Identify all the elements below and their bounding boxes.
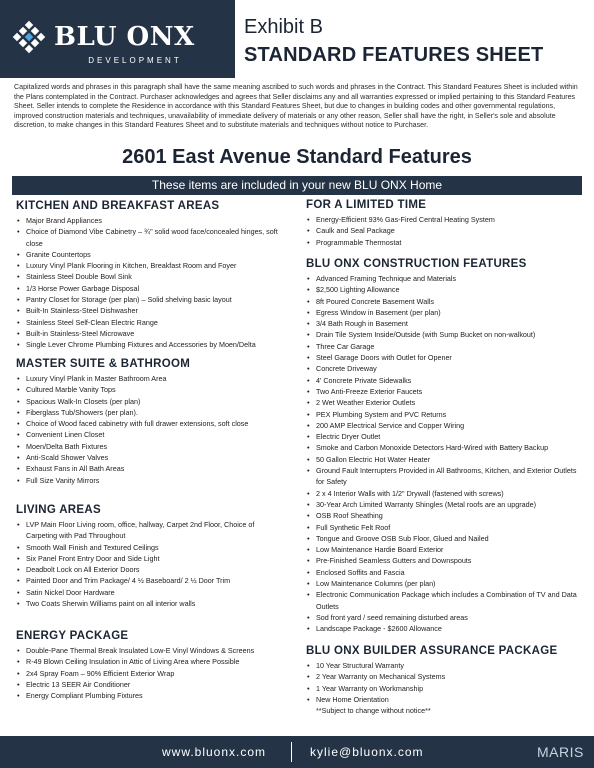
feature-item: • Caulk and Seal Package [306, 225, 584, 236]
feature-list [306, 214, 584, 248]
feature-item: • Exhaust Fans in All Bath Areas [16, 463, 286, 474]
feature-list [306, 660, 584, 705]
intro-paragraph: Capitalized words and phrases in this paragraph shall have the same meaning ascribed to such words and phrases in the Contract. This Standard Features Sheet is included within the Plans contemplated in the Contract. Purchaser acknowledges and agrees that Seller disclaims any and all warranties expressed or implied pertaining to this Standard Features Sheet. Seller intends to complete the Residence in accordance with this Standard Features Sheet, but due to changes in building codes and other governmental regulations, improved construction materials and techniques, unavailability of immediate delivery of materials or any other reason, Seller shall have the right, in Seller's sole and absolute discretion, to make changes in this Standard Features Sheet and to substitute materials and techniques without notice to Purchaser. [14, 83, 578, 129]
feature-item: • OSB Roof Sheathing [306, 510, 584, 521]
feature-item: • PEX Plumbing System and PVC Returns [306, 409, 584, 420]
feature-item: • Sod front yard / seed remaining disturbed areas [306, 612, 584, 623]
feature-item: • Convenient Linen Closet [16, 429, 286, 440]
feature-item: • Concrete Driveway [306, 363, 584, 374]
feature-item: • 1 Year Warranty on Workmanship [306, 683, 584, 694]
feature-item: • 30-Year Arch Limited Warranty Shingles (Metal roofs are an upgrade) [306, 499, 584, 510]
feature-list [16, 373, 286, 486]
footer [0, 736, 594, 768]
feature-item: • Landscape Package - $2600 Allowance [306, 623, 584, 634]
feature-item: • Pre-Finished Seamless Gutters and Downspouts [306, 555, 584, 566]
feature-item: • Granite Countertops [16, 249, 286, 260]
feature-item: • Ground Fault Interrupters Provided in All Bathrooms, Kitchen, and Exterior Outlets for Safety [306, 465, 584, 488]
feature-item: • Enclosed Soffits and Fascia [306, 567, 584, 578]
section-title: BLU ONX CONSTRUCTION FEATURES [306, 258, 527, 270]
feature-item: • Three Car Garage [306, 341, 584, 352]
feature-item: • Electric Dryer Outlet [306, 431, 584, 442]
feature-item: • Six Panel Front Entry Door and Side Light [16, 553, 286, 564]
feature-item: • Smoke and Carbon Monoxide Detectors Hard-Wired with Battery Backup [306, 442, 584, 453]
feature-item: • 10 Year Structural Warranty [306, 660, 584, 671]
feature-list [306, 273, 584, 635]
maris-watermark: MARIS [537, 744, 584, 760]
feature-item: • Fiberglass Tub/Showers (per plan). [16, 407, 286, 418]
feature-item: • 1/3 Horse Power Garbage Disposal [16, 283, 286, 294]
feature-item: • Moen/Delta Bath Fixtures [16, 441, 286, 452]
footer-divider [291, 742, 292, 762]
section-title: BLU ONX BUILDER ASSURANCE PACKAGE [306, 645, 558, 657]
feature-item: • Stainless Steel Double Bowl Sink [16, 271, 286, 282]
feature-item: • Satin Nickel Door Hardware [16, 587, 286, 598]
feature-item: • Low Maintenance Columns (per plan) [306, 578, 584, 589]
feature-item: • Energy Compliant Plumbing Fixtures [16, 690, 286, 701]
feature-item: • Built-in Stainless-Steel Microwave [16, 328, 286, 339]
feature-item: • Major Brand Appliances [16, 215, 286, 226]
feature-list [16, 519, 286, 609]
section-master [16, 358, 286, 486]
feature-item: • 50 Gallon Electric Hot Water Heater [306, 454, 584, 465]
feature-item: • 8ft Poured Concrete Basement Walls [306, 296, 584, 307]
feature-item: • Steel Garage Doors with Outlet for Opener [306, 352, 584, 363]
feature-item: • Advanced Framing Technique and Materials [306, 273, 584, 284]
section-limited [306, 199, 584, 248]
feature-item: • 2 x 4 Interior Walls with 1/2" Drywall (fastened with screws) [306, 488, 584, 499]
feature-item: • 4' Concrete Private Sidewalks [306, 375, 584, 386]
feature-item: • Luxury Vinyl Plank in Master Bathroom Area [16, 373, 286, 384]
section-assurance [306, 645, 584, 716]
feature-item: • Spacious Walk-In Closets (per plan) [16, 396, 286, 407]
section-construction [306, 258, 584, 635]
feature-item: • Energy-Efficient 93% Gas-Fired Central Heating System [306, 214, 584, 225]
logo-block [0, 0, 235, 78]
email-link[interactable]: kylie@bluonx.com [310, 745, 424, 759]
feature-item: • Deadbolt Lock on All Exterior Doors [16, 564, 286, 575]
section-title: ENERGY PACKAGE [16, 630, 129, 642]
feature-item: • 200 AMP Electrical Service and Copper Wiring [306, 420, 584, 431]
section-title: LIVING AREAS [16, 504, 101, 516]
feature-item: • Two Anti-Freeze Exterior Faucets [306, 386, 584, 397]
feature-item: • Tongue and Groove OSB Sub Floor, Glued and Nailed [306, 533, 584, 544]
feature-item: • Single Lever Chrome Plumbing Fixtures and Accessories by Moen/Delta [16, 339, 286, 350]
feature-item: • Painted Door and Trim Package/ 4 ½ Baseboard/ 2 ½ Door Trim [16, 575, 286, 586]
feature-item: • Luxury Vinyl Plank Flooring in Kitchen, Breakfast Room and Foyer [16, 260, 286, 271]
header [0, 0, 594, 78]
page-title: 2601 East Avenue Standard Features [122, 146, 472, 168]
included-banner: These items are included in your new BLU ONX Home [12, 176, 582, 195]
feature-item: • Anti-Scald Shower Valves [16, 452, 286, 463]
cube-logo-icon [10, 20, 48, 58]
feature-item: • Low Maintenance Hardie Board Exterior [306, 544, 584, 555]
feature-list [16, 645, 286, 701]
subject-to-change-note: **Subject to change without notice** [316, 706, 431, 716]
feature-item: • Pantry Closet for Storage (per plan) – Solid shelving basic layout [16, 294, 286, 305]
feature-item: • 3/4 Bath Rough in Basement [306, 318, 584, 329]
feature-item: • Double-Pane Thermal Break Insulated Low-E Vinyl Windows & Screens [16, 645, 286, 656]
feature-item: • Smooth Wall Finish and Textured Ceilings [16, 542, 286, 553]
feature-item: • Stainless Steel Self-Clean Electric Range [16, 317, 286, 328]
feature-item: • Built-In Stainless-Steel Dishwasher [16, 305, 286, 316]
section-title: MASTER SUITE & BATHROOM [16, 358, 191, 370]
feature-item: • Choice of Wood faced cabinetry with full drawer extensions, soft close [16, 418, 286, 429]
feature-item: • Electric 13 SEER Air Conditioner [16, 679, 286, 690]
logo-subtitle: DEVELOPMENT [56, 56, 214, 65]
section-title: FOR A LIMITED TIME [306, 199, 427, 211]
website-link[interactable]: www.bluonx.com [162, 745, 267, 759]
section-kitchen [16, 200, 286, 351]
feature-item: • Full Synthetic Felt Roof [306, 522, 584, 533]
sheet-title: STANDARD FEATURES SHEET [244, 44, 544, 66]
feature-item: • New Home Orientation [306, 694, 584, 705]
feature-item: • Choice of Diamond Vibe Cabinetry – ¾" solid wood face/concealed hinges, soft close [16, 226, 286, 249]
feature-item: • R-49 Blown Ceiling Insulation in Attic of Living Area where Possible [16, 656, 286, 667]
logo-name: BLU ONX [54, 22, 195, 52]
feature-item: • 2x4 Spray Foam – 90% Efficient Exterior Wrap [16, 668, 286, 679]
feature-item: • LVP Main Floor Living room, office, hallway, Carpet 2nd Floor, Choice of Carpeting with Pad Throughout [16, 519, 286, 542]
section-energy [16, 630, 286, 701]
feature-item: • Cultured Marble Vanity Tops [16, 384, 286, 395]
feature-list [16, 215, 286, 351]
section-living [16, 504, 286, 609]
feature-item: • Programmable Thermostat [306, 237, 584, 248]
exhibit-label: Exhibit B [244, 16, 323, 38]
feature-item: • Egress Window in Basement (per plan) [306, 307, 584, 318]
feature-item: • 2 Wet Weather Exterior Outlets [306, 397, 584, 408]
feature-item: • $2,500 Lighting Allowance [306, 284, 584, 295]
feature-item: • 2 Year Warranty on Mechanical Systems [306, 671, 584, 682]
section-title: KITCHEN AND BREAKFAST AREAS [16, 200, 220, 212]
feature-item: • Two Coats Sherwin Williams paint on all interior walls [16, 598, 286, 609]
assurance-note-list [306, 705, 584, 716]
feature-item: • Drain Tile System Inside/Outside (with Sump Bucket on non-walkout) [306, 329, 584, 340]
feature-item: • Electronic Communication Package which includes a Combination of TV and Data Outlets [306, 589, 584, 612]
feature-item: • Full Size Vanity Mirrors [16, 475, 286, 486]
